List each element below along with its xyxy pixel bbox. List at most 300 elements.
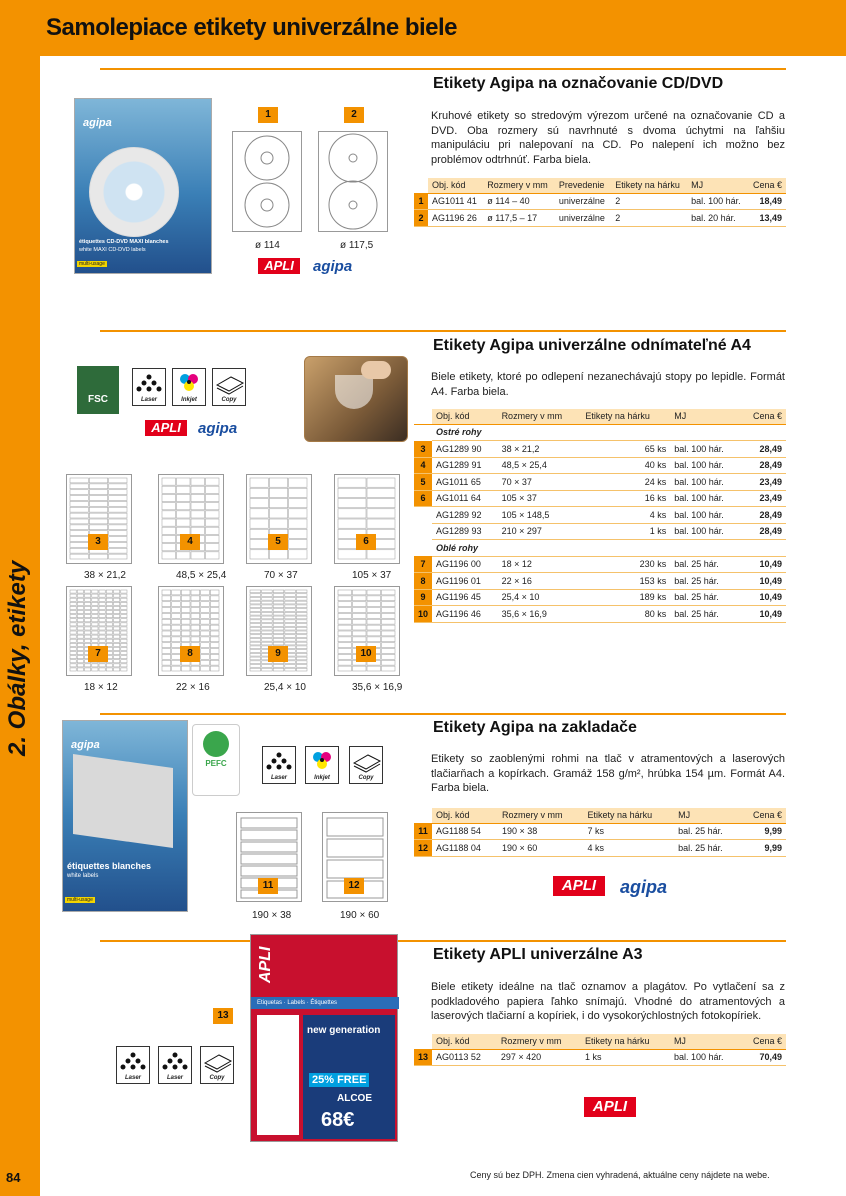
- label-cell: [250, 529, 268, 538]
- label-cell: [338, 649, 352, 654]
- label-cell: [85, 611, 91, 614]
- label-cell: [338, 602, 352, 607]
- label-cell: [121, 598, 127, 601]
- apli-logo: APLI: [258, 258, 300, 274]
- section-divider: [100, 68, 786, 70]
- label-cell: [99, 590, 105, 593]
- label-cell: [162, 494, 176, 501]
- label-cell: [206, 503, 220, 510]
- page-number: 84: [6, 1170, 21, 1185]
- binder-image: [73, 754, 173, 848]
- label-cell: [338, 666, 352, 671]
- label-cell: [172, 590, 181, 595]
- label-cell: [162, 519, 176, 526]
- label-cell: [338, 619, 352, 624]
- label-cell: [92, 611, 98, 614]
- badge-4: 4: [180, 534, 200, 550]
- label-cell: [77, 623, 83, 626]
- label-cell: [296, 590, 307, 593]
- label-cell: [296, 650, 307, 653]
- label-cell: [250, 590, 261, 593]
- label-cell: [162, 649, 171, 654]
- label-cell: [92, 623, 98, 626]
- badge-1: 1: [258, 107, 278, 123]
- label-cell: [92, 627, 98, 630]
- label-cell: [89, 507, 107, 512]
- label-cell: [181, 613, 190, 618]
- label-cell: [70, 590, 76, 593]
- label-cell: [210, 631, 219, 636]
- label-cell: [296, 631, 307, 634]
- apli-logo: APLI: [553, 876, 605, 896]
- label-cell: [70, 619, 76, 622]
- label-cell: [109, 525, 127, 530]
- label-cell: [273, 594, 284, 597]
- label-cell: [177, 486, 191, 493]
- label-cell: [338, 478, 366, 487]
- label-cell: [177, 511, 191, 518]
- label-cell: [273, 642, 284, 645]
- label-cell: [114, 639, 120, 642]
- label-cell: [92, 619, 98, 622]
- label-cell: [85, 668, 91, 671]
- label-cell: [285, 601, 296, 604]
- label-cell: [201, 643, 210, 648]
- label-cell: [162, 535, 176, 542]
- label-cell: [99, 594, 105, 597]
- label-cell: [114, 619, 120, 622]
- caption-117: ø 117,5: [340, 240, 374, 251]
- label-cell: [77, 664, 83, 667]
- label-cell: [89, 484, 107, 489]
- label-cell: [89, 478, 107, 483]
- label-cell: [191, 519, 205, 526]
- label-cell: [181, 602, 190, 607]
- label-cell: [70, 627, 76, 630]
- label-cell: [206, 494, 220, 501]
- label-cell: [92, 602, 98, 605]
- label-cell: [201, 625, 210, 630]
- label-cell: [70, 660, 76, 663]
- label-cell: [269, 550, 287, 559]
- table-row: 10 AG1196 46 35,6 × 16,9 80 ks bal. 25 hár. 10,49: [414, 606, 786, 623]
- label-sheet-thumbnail: [334, 586, 400, 676]
- label-cell: [70, 548, 88, 553]
- label-cell: [382, 637, 396, 642]
- section3-title: Etikety Agipa na zakladače: [433, 719, 637, 736]
- wine-glass-label-photo: [304, 356, 408, 442]
- label-cell: [285, 597, 296, 600]
- label-cell: [191, 478, 205, 485]
- label-cell: [109, 537, 127, 542]
- label-cell: [92, 635, 98, 638]
- label-cell: [191, 511, 205, 518]
- label-cell: [269, 499, 287, 508]
- label-cell: [285, 612, 296, 615]
- label-cell: [114, 660, 120, 663]
- label-cell: [273, 638, 284, 641]
- label-cell: [285, 668, 296, 671]
- table-row: AG1289 92 105 × 148,5 4 ks bal. 100 hár. 28,49: [414, 507, 786, 524]
- label-cell: [206, 519, 220, 526]
- label-cell: [106, 611, 112, 614]
- label-cell: [99, 615, 105, 618]
- label-cell: [250, 665, 261, 668]
- label-cell: [85, 664, 91, 667]
- label-cell: [191, 596, 200, 601]
- label-cell: [177, 494, 191, 501]
- label-cell: [92, 668, 98, 671]
- label-cell: [210, 643, 219, 648]
- section3-description: Etikety so zaoblenými rohmi na tlač v atramentových a laserových tlačiarňach a kopírkach. Gramáž 158 g/m², hrúbka 154 µm. Formát A4. Farba biela.: [431, 753, 785, 794]
- label-cell: [191, 590, 200, 595]
- label-cell: [191, 486, 205, 493]
- section4-product-table: [414, 1034, 786, 1066]
- label-cell: [172, 619, 181, 624]
- label-cell: [206, 544, 220, 551]
- label-cell: [273, 605, 284, 608]
- label-sheet-thumbnail: [158, 474, 224, 564]
- label-cell: [172, 613, 181, 618]
- label-cell: [70, 484, 88, 489]
- label-cell: [85, 631, 91, 634]
- label-cell: [114, 590, 120, 593]
- cd-circles-icon: [319, 132, 387, 231]
- table-header-row: [414, 178, 786, 193]
- label-cell: [289, 540, 307, 549]
- badge-7: 7: [88, 646, 108, 662]
- pack-text-2: white labels: [67, 873, 99, 879]
- thumbnail-caption: 38 × 21,2: [84, 570, 126, 581]
- label-cell: [285, 638, 296, 641]
- label-cell: [338, 654, 352, 659]
- label-cell: [296, 612, 307, 615]
- label-cell: [382, 654, 396, 659]
- label-cell: [269, 519, 287, 528]
- label-cell: [210, 666, 219, 671]
- label-cell: [106, 627, 112, 630]
- label-cell: [353, 590, 367, 595]
- label-cell: [92, 606, 98, 609]
- label-cell: [250, 624, 261, 627]
- label-cell: [250, 540, 268, 549]
- label-cell: [285, 627, 296, 630]
- label-cell: [121, 615, 127, 618]
- label-cell: [250, 499, 268, 508]
- label-cell: [162, 527, 176, 534]
- label-cell: [367, 625, 381, 630]
- label-cell: [114, 635, 120, 638]
- label-cell: [106, 668, 112, 671]
- label-cell: [99, 598, 105, 601]
- label-cell: [70, 594, 76, 597]
- label-cell: [201, 649, 210, 654]
- label-cell: [162, 619, 171, 624]
- label-cell: [114, 643, 120, 646]
- label-cell: [296, 638, 307, 641]
- label-cell: [99, 606, 105, 609]
- label-cell: [273, 609, 284, 612]
- copier-icon: Copy: [212, 368, 246, 406]
- label-cell: [382, 649, 396, 654]
- label-cell: [250, 631, 261, 634]
- label-cell: [191, 608, 200, 613]
- label-cell: [109, 554, 127, 559]
- label-cell: [99, 639, 105, 642]
- label-cell: [191, 602, 200, 607]
- pack-text-2: white MAXI CD-DVD labels: [79, 247, 146, 253]
- label-cell: [70, 606, 76, 609]
- label-cell: [296, 616, 307, 619]
- label-cell: [250, 653, 261, 656]
- label-cell: [177, 519, 191, 526]
- label-cell: [367, 596, 381, 601]
- label-cell: [296, 597, 307, 600]
- col-mj: MJ: [687, 178, 747, 193]
- badge-3: 3: [88, 534, 108, 550]
- cd-disc-icon: [89, 147, 179, 237]
- label-cell: [77, 615, 83, 618]
- label-cell: [285, 594, 296, 597]
- label-cell: [353, 631, 367, 636]
- label-cell: [70, 507, 88, 512]
- label-cell: [273, 668, 284, 671]
- label-cell: [367, 602, 381, 607]
- label-cell: [109, 531, 127, 536]
- pack-list: [257, 1015, 299, 1135]
- label-cell: [106, 623, 112, 626]
- label-cell: [114, 623, 120, 626]
- label-cell: [206, 486, 220, 493]
- section1-description: Kruhové etikety so stredovým výrezom určené na označovanie CD a DVD. Oba rozmery sú navrhnuté s dvoma úchytmi na ľahšiu manipuláciu pri nalepovaní na CD. Po nalepení ich možno bez problémov odtrhnúť. Farba biela.: [431, 110, 785, 166]
- section2-product-table: [414, 409, 786, 623]
- pefc-logo: PEFC: [192, 724, 240, 796]
- label-cell: [70, 623, 76, 626]
- label-cell: [273, 620, 284, 623]
- label-cell: [70, 639, 76, 642]
- label-cell: [109, 507, 127, 512]
- label-cell: [289, 499, 307, 508]
- label-cell: [85, 623, 91, 626]
- label-cell: [106, 639, 112, 642]
- label-cell: [99, 623, 105, 626]
- label-cell: [162, 666, 171, 671]
- label-cell: [210, 649, 219, 654]
- label-cell: [77, 611, 83, 614]
- label-cell: [296, 624, 307, 627]
- label-cell: [353, 625, 367, 630]
- wine-glass-icon: [335, 375, 373, 409]
- label-cell: [210, 608, 219, 613]
- label-cell: [162, 625, 171, 630]
- label-sheet-thumbnail: [246, 474, 312, 564]
- label-cell: [382, 631, 396, 636]
- label-cell: [70, 478, 88, 483]
- label-cell: [296, 657, 307, 660]
- label-cell: [99, 668, 105, 671]
- label-cell: [201, 666, 210, 671]
- thumbnail-caption: 35,6 × 16,9: [352, 682, 403, 693]
- label-cell: [285, 642, 296, 645]
- pack-text-1: étiquettes CD-DVD MAXI blanches: [79, 239, 169, 245]
- label-cell: [338, 608, 352, 613]
- label-cell: [92, 631, 98, 634]
- fsc-logo: FSC: [77, 366, 119, 414]
- label-cell: [177, 552, 191, 559]
- label-cell: [285, 624, 296, 627]
- cd-circles-icon: [233, 132, 301, 231]
- label-cell: [250, 478, 268, 487]
- label-cell: [70, 501, 88, 506]
- inkjet-printer-icon: Inkjet: [172, 368, 206, 406]
- pack-text-3: multi-usage: [79, 261, 105, 267]
- label-cell: [121, 631, 127, 634]
- label-cell: [70, 554, 88, 559]
- label-cell: [172, 596, 181, 601]
- label-cell: [85, 598, 91, 601]
- label-cell: [70, 602, 76, 605]
- label-cell: [99, 631, 105, 634]
- label-cell: [273, 665, 284, 668]
- label-cell: [77, 652, 83, 655]
- agipa-logo: agipa: [198, 420, 238, 437]
- label-cell: [109, 478, 127, 483]
- label-cell: [114, 611, 120, 614]
- label-cell: [367, 666, 381, 671]
- label-cell: [262, 612, 273, 615]
- label-cell: [70, 611, 76, 614]
- label-cell: [262, 616, 273, 619]
- badge-13: 13: [213, 1008, 233, 1024]
- label-cell: [106, 606, 112, 609]
- label-cell: [367, 631, 381, 636]
- label-cell: [338, 625, 352, 630]
- label-cell: [285, 635, 296, 638]
- label-cell: [191, 625, 200, 630]
- label-cell: [106, 602, 112, 605]
- label-cell: [121, 660, 127, 663]
- label-cell: [250, 657, 261, 660]
- label-cell: [210, 613, 219, 618]
- section2-title: Etikety Agipa univerzálne odnímateľné A4: [433, 337, 751, 354]
- section2-description: Biele etikety, ktoré po odlepení nezanechávajú stopy po lepidle. Formát A4. Farba biela.: [431, 371, 785, 398]
- table-header-row: Obj. kód Rozmery v mm Etikety na hárku MJ Cena €: [414, 409, 786, 424]
- label-cell: [262, 624, 273, 627]
- label-cell: [77, 594, 83, 597]
- label-cell: [70, 598, 76, 601]
- label-cell: [250, 605, 261, 608]
- label-cell: [162, 608, 171, 613]
- label-cell: [162, 654, 171, 659]
- label-cell: [262, 620, 273, 623]
- label-cell: [89, 513, 107, 518]
- page-header: [0, 0, 846, 56]
- label-cell: [262, 609, 273, 612]
- label-cell: [177, 478, 191, 485]
- label-cell: [92, 639, 98, 642]
- label-cell: [250, 635, 261, 638]
- copier-icon: Copy: [349, 746, 383, 784]
- label-cell: [89, 501, 107, 506]
- label-cell: [121, 627, 127, 630]
- label-cell: [210, 654, 219, 659]
- label-cell: [70, 542, 88, 547]
- label-cell: [296, 620, 307, 623]
- label-cell: [289, 488, 307, 497]
- label-cell: [121, 639, 127, 642]
- label-cell: [367, 509, 395, 518]
- label-cell: [382, 613, 396, 618]
- section4-title: Etikety APLI univerzálne A3: [433, 946, 643, 963]
- label-cell: [121, 635, 127, 638]
- label-cell: [77, 643, 83, 646]
- label-cell: [289, 478, 307, 487]
- label-cell: [285, 631, 296, 634]
- label-cell: [201, 631, 210, 636]
- label-cell: [210, 625, 219, 630]
- label-cell: [273, 635, 284, 638]
- label-cell: [114, 631, 120, 634]
- label-cell: [206, 478, 220, 485]
- label-cell: [89, 554, 107, 559]
- label-cell: [191, 552, 205, 559]
- table-row: 5 AG1011 65 70 × 37 24 ks bal. 100 hár. 23,49: [414, 474, 786, 491]
- label-cell: [162, 613, 171, 618]
- label-cell: [250, 609, 261, 612]
- label-cell: [191, 666, 200, 671]
- col-price: Cena €: [747, 178, 786, 193]
- label-cell: [191, 494, 205, 501]
- label-cell: [172, 602, 181, 607]
- label-cell: [89, 519, 107, 524]
- label-cell: [250, 661, 261, 664]
- label-cell: [296, 665, 307, 668]
- label-cell: [250, 509, 268, 518]
- caption-114: ø 114: [255, 240, 280, 251]
- label-cell: [162, 511, 176, 518]
- label-cell: [338, 643, 352, 648]
- apli-a3-pack-photo: [250, 934, 398, 1142]
- label-cell: [262, 605, 273, 608]
- label-cell: [367, 608, 381, 613]
- label-cell: [338, 499, 366, 508]
- label-cell: [250, 519, 268, 528]
- label-cell: [353, 613, 367, 618]
- label-cell: [162, 590, 171, 595]
- label-cell: [162, 552, 176, 559]
- label-cell: [77, 590, 83, 593]
- section4-description: Biele etikety ideálne na tlač oznamov a plagátov. Po vytlačení sa z podkladového papiera ľahko snímajú. Vhodné do atramentových a laserových tlačiarní a kopíriek, i do vysokorýchlostných fotokopíriek.: [431, 981, 785, 1022]
- label-cell: [285, 590, 296, 593]
- label-cell: [109, 484, 127, 489]
- label-cell: [89, 496, 107, 501]
- label-cell: [262, 594, 273, 597]
- label-cell: [70, 647, 76, 650]
- label-cell: [99, 602, 105, 605]
- label-cell: [382, 602, 396, 607]
- label-cell: [109, 513, 127, 518]
- label-cell: [162, 631, 171, 636]
- label-cell: [201, 608, 210, 613]
- label-cell: [77, 627, 83, 630]
- label-cell: [296, 605, 307, 608]
- label-cell: [162, 544, 176, 551]
- label-cell: [206, 535, 220, 542]
- label-cell: [210, 590, 219, 595]
- label-cell: [367, 637, 381, 642]
- cd-label-sheet-117: [318, 131, 388, 232]
- label-cell: [338, 550, 366, 559]
